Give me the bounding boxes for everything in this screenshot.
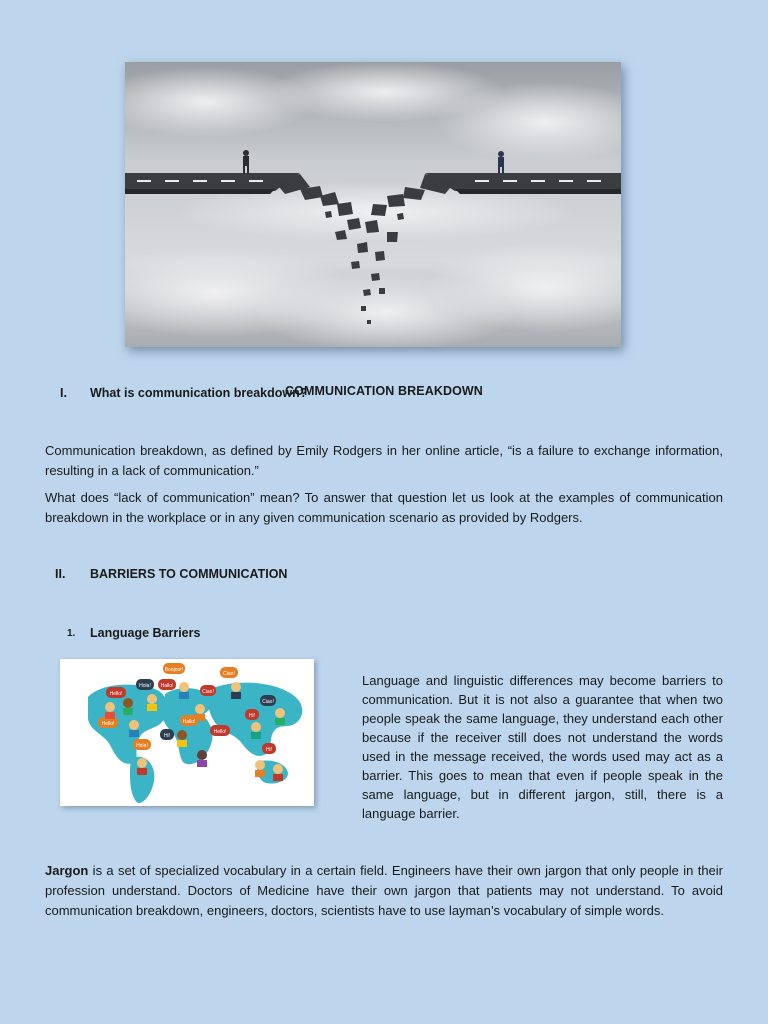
map-bubble-6: Ciao! [202,689,214,695]
map-bubble-11: Hello! [101,721,115,727]
broken-road-illustration [125,62,621,347]
map-bubble-4: Hallo! [160,683,174,689]
map-bubble-8: Hi! [265,747,273,753]
map-bubble-14: Hallo! [182,719,196,725]
section-1-number: I. [60,386,67,400]
world-map-people-illustration [60,659,314,806]
section-2-title: BARRIERS TO COMMUNICATION [90,567,288,581]
hero-image [125,62,621,347]
map-bubble-13: Ciao! [262,699,274,705]
map-bubble-2: Hola! [139,683,151,689]
subsection-1-number: 1. [67,628,76,639]
jargon-paragraph [45,861,723,921]
map-bubble-9: Hola! [136,743,148,749]
map-bubble-3: Bonjour! [164,667,184,673]
section-1-paragraph-1: Communication breakdown, as defined by Emily Rodgers in her online article, “is a failure to exchange information, resulting in a lack of communication.” [45,443,723,478]
section-2-number: II. [55,567,66,581]
world-map-image [60,659,314,806]
map-bubble-10: Hi! [248,713,256,719]
section-1-title: What is communication breakdown? [90,386,308,400]
page-title: COMMUNICATION BREAKDOWN [285,384,483,398]
map-bubble-7: Hi! [163,733,171,739]
subsection-1-title: Language Barriers [90,626,201,640]
map-bubble-1: Hello! [109,691,123,697]
language-barriers-paragraph: Language and linguistic differences may become barriers to communication. But it is not also a guarantee that when two people speak the same language, they understand each other because if the receiver still does not understand the words used in the message received, the words used may act as a barrier. This goes to mean that even if people speak in the same language, but in different jargon, still, there is a language barrier. [362,673,723,821]
jargon-term: Jargon [45,863,89,878]
map-bubble-5: Ciao! [223,671,235,677]
section-1-paragraph-2: What does “lack of communication” mean? To answer that question let us look at the examples of communication breakdown in the workplace or in any given communication scenario as provided by Rodgers. [45,490,723,525]
jargon-text: is a set of specialized vocabulary in a certain field. Engineers have their own jargon that only people in their profession understand. Doctors of Medicine have their own jargon that patients may not understand. To avoid communication breakdown, engineers, doctors, scientists have to use layman’s vocabulary of simple words. [45,863,723,918]
map-bubble-12: Hello! [213,729,227,735]
